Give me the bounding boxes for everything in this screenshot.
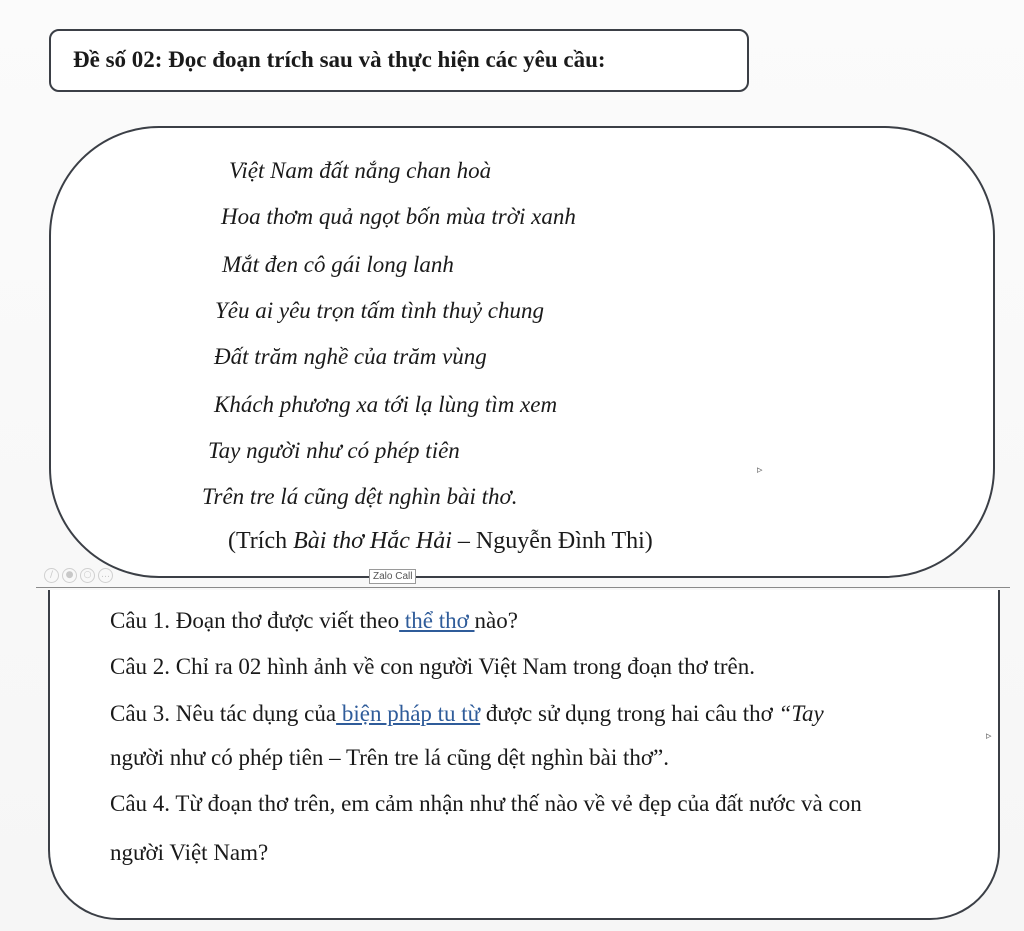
- secondary-cursor-icon: ▹: [986, 729, 992, 742]
- mouse-cursor-icon: ▹: [757, 463, 763, 476]
- question-3-quote: người như có phép tiên – Trên tre lá cũng dệt nghìn bài thơ”.: [110, 745, 669, 770]
- questions-box: [48, 590, 1000, 920]
- question-3: [110, 701, 824, 727]
- question-1-suffix: nào?: [474, 608, 518, 633]
- poem-source: [228, 528, 653, 555]
- question-1-link[interactable]: thể thơ: [399, 608, 475, 633]
- slide-divider: [36, 587, 1010, 588]
- question-4-line-2: người Việt Nam?: [110, 840, 269, 865]
- question-3-link[interactable]: biện pháp tu từ: [336, 701, 481, 726]
- poem-line-4: Yêu ai yêu trọn tấm tình thuỷ chung: [215, 298, 544, 323]
- annotation-toolbar[interactable]: [44, 568, 113, 583]
- poem-source-work: Bài thơ Hắc Hải: [293, 528, 452, 554]
- question-1: [110, 608, 518, 634]
- question-3-suffix: được sử dụng trong hai câu thơ: [480, 701, 779, 726]
- question-4-line-1: Câu 4. Từ đoạn thơ trên, em cảm nhận như thế nào về vẻ đẹp của đất nước và con: [110, 791, 862, 816]
- poem-source-author: – Nguyễn Đình Thi): [451, 528, 653, 554]
- question-2: Câu 2. Chỉ ra 02 hình ảnh về con người Việt Nam trong đoạn thơ trên.: [110, 654, 756, 679]
- exercise-title: Đề số 02: Đọc đoạn trích sau và thực hiện các yêu cầu:: [73, 47, 606, 72]
- poem-box: [49, 126, 995, 578]
- poem-line-6: Khách phương xa tới lạ lùng tìm xem: [214, 392, 558, 417]
- record-icon[interactable]: ●: [62, 568, 77, 583]
- poem-source-prefix: (Trích: [228, 528, 294, 554]
- poem-line-7: Tay người như có phép tiên: [208, 438, 460, 463]
- poem-line-2: Hoa thơm quả ngọt bốn mùa trời xanh: [221, 204, 576, 229]
- poem-line-1: Việt Nam đất nắng chan hoà: [229, 158, 492, 183]
- zoom-icon[interactable]: ○: [80, 568, 95, 583]
- question-3-prefix: Câu 3. Nêu tác dụng của: [110, 701, 337, 726]
- question-3-quote-start: “Tay: [778, 701, 824, 726]
- pen-icon[interactable]: ∕: [44, 568, 59, 583]
- poem-line-5: Đất trăm nghề của trăm vùng: [214, 344, 487, 369]
- zalo-call-label[interactable]: Zalo Call: [369, 569, 416, 584]
- question-1-prefix: Câu 1. Đoạn thơ được viết theo: [110, 608, 400, 633]
- poem-line-3: Mắt đen cô gái long lanh: [222, 252, 454, 277]
- poem-line-8: Trên tre lá cũng dệt nghìn bài thơ.: [202, 484, 518, 509]
- more-icon[interactable]: …: [98, 568, 113, 583]
- exercise-title-box: [49, 29, 749, 92]
